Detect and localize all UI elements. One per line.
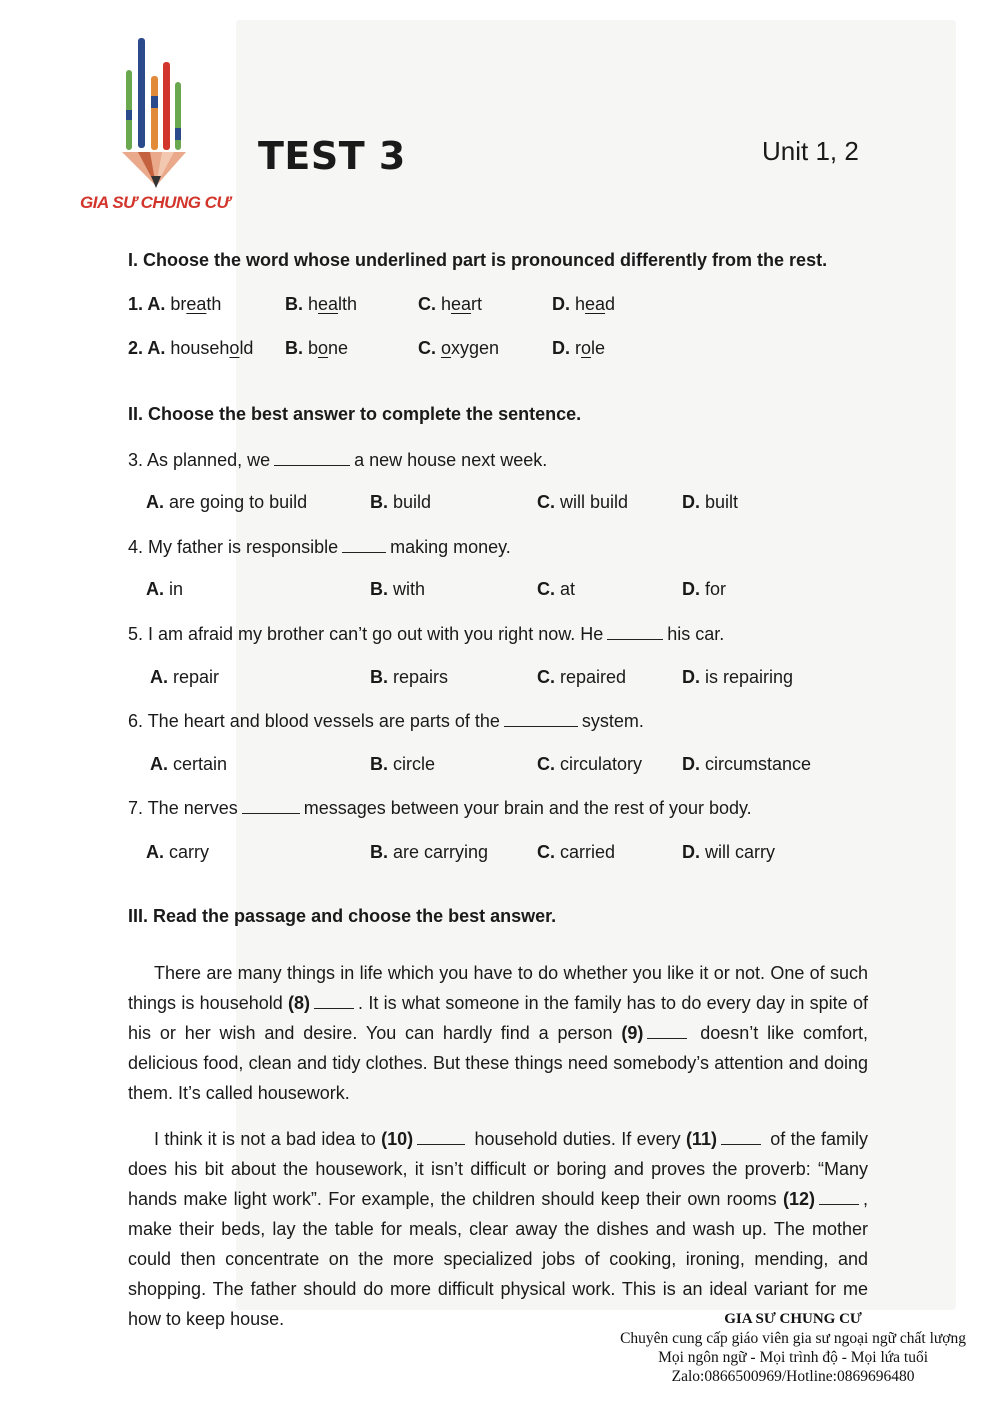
q7-option-a[interactable]: A. carry bbox=[146, 842, 210, 862]
q1-option-c[interactable]: C. heart bbox=[418, 294, 483, 314]
q4-option-a[interactable]: A. in bbox=[146, 579, 184, 599]
q2-option-c[interactable]: C. oxygen bbox=[418, 338, 500, 358]
blank-number-12: (12) bbox=[782, 1189, 815, 1209]
q5-option-d[interactable]: D. is repairing bbox=[682, 667, 794, 687]
question-5-options bbox=[0, 667, 1000, 693]
q4-option-d[interactable]: D. for bbox=[682, 579, 727, 599]
answer-blank-8[interactable] bbox=[314, 1007, 354, 1009]
q3-option-a[interactable]: A. are going to build bbox=[146, 492, 308, 512]
answer-blank-9[interactable] bbox=[647, 1037, 687, 1039]
q5-option-a[interactable]: A. repair bbox=[150, 667, 220, 687]
q1-option-b[interactable]: B. health bbox=[285, 294, 358, 314]
q2-option-a[interactable]: 2. A. household bbox=[128, 338, 254, 358]
blank-number-9: (9) bbox=[621, 1023, 644, 1043]
q2-option-b[interactable]: B. bone bbox=[285, 338, 349, 358]
section-3-heading: III. Read the passage and choose the best answer. bbox=[128, 906, 557, 926]
question-6-stem: 6. The heart and blood vessels are parts of the system. bbox=[128, 711, 644, 731]
footer-line-1: Chuyên cung cấp giáo viên gia sư ngoại ngữ chất lượng bbox=[620, 1330, 966, 1347]
question-1-row bbox=[0, 294, 1000, 320]
blank-number-11: (11) bbox=[685, 1129, 717, 1149]
footer-brand: GIA SƯ CHUNG CƯ bbox=[724, 1311, 862, 1327]
q5-option-b[interactable]: B. repairs bbox=[370, 667, 449, 687]
answer-blank-11[interactable] bbox=[721, 1143, 761, 1145]
answer-blank[interactable] bbox=[242, 812, 300, 814]
logo-wordmark: GIA SƯ CHUNG CƯ bbox=[80, 193, 230, 212]
unit-label: Unit 1, 2 bbox=[762, 136, 859, 166]
q3-option-b[interactable]: B. build bbox=[370, 492, 432, 512]
blank-number-10: (10) bbox=[381, 1129, 414, 1149]
question-2-row bbox=[0, 338, 1000, 364]
answer-blank[interactable] bbox=[607, 638, 663, 640]
question-3-options bbox=[0, 492, 1000, 518]
question-4-stem: 4. My father is responsible making money. bbox=[128, 537, 511, 557]
answer-blank[interactable] bbox=[342, 551, 386, 553]
question-3-stem: 3. As planned, we a new house next week. bbox=[128, 450, 548, 470]
q6-option-a[interactable]: A. certain bbox=[150, 754, 228, 774]
q5-option-c[interactable]: C. repaired bbox=[537, 667, 627, 687]
answer-blank-12[interactable] bbox=[819, 1203, 859, 1205]
footer-line-2: Mọi ngôn ngữ - Mọi trình độ - Mọi lứa tuổi bbox=[658, 1349, 929, 1366]
blank-number-8: (8) bbox=[288, 993, 311, 1013]
q1-option-a[interactable]: 1. A. breath bbox=[128, 294, 222, 314]
answer-blank-10[interactable] bbox=[417, 1143, 465, 1145]
question-4-options bbox=[0, 579, 1000, 605]
passage-paragraph-1: There are many things in life which you have to do whether you like it or not. One of such things is household (8) . It is what someone in the family has to do every day in spite of his or her wish and desire. You can hardly find a person (9) doesn’t like comfort, delicious food, clean and tidy clothes. But these things need somebody’s attention and doing them. It’s called housework. bbox=[128, 963, 868, 1103]
answer-blank[interactable] bbox=[274, 464, 350, 466]
reading-passage bbox=[128, 958, 868, 1334]
footer-contact bbox=[620, 1310, 966, 1386]
q7-option-b[interactable]: B. are carrying bbox=[370, 842, 489, 862]
question-7-options bbox=[0, 842, 1000, 868]
question-6-options bbox=[0, 754, 1000, 780]
q1-option-d[interactable]: D. head bbox=[552, 294, 616, 314]
q7-option-d[interactable]: D. will carry bbox=[682, 842, 776, 862]
section-2-heading: II. Choose the best answer to complete the sentence. bbox=[128, 404, 582, 424]
q3-option-c[interactable]: C. will build bbox=[537, 492, 629, 512]
answer-blank[interactable] bbox=[504, 725, 578, 727]
q2-option-d[interactable]: D. role bbox=[552, 338, 606, 358]
q6-option-c[interactable]: C. circulatory bbox=[537, 754, 643, 774]
passage-paragraph-2: I think it is not a bad idea to (10) household duties. If every (11) of the family does his bit about the housework, it isn’t difficult or boring and proves the proverb: “Many hands make light work”. For example, the children should keep their own rooms (12) , make their beds, lay the table for meals, clear away the dishes and wash up. The mother could then concentrate on the more specialized jobs of cooking, ironing, mending, and shopping. The father should do more difficult physical work. This is an ideal variant for me how to keep house. bbox=[128, 1129, 869, 1329]
page-title: TEST 3 bbox=[258, 134, 406, 178]
section-1-heading: I. Choose the word whose underlined part is pronounced differently from the rest. bbox=[128, 250, 828, 270]
q4-option-b[interactable]: B. with bbox=[370, 579, 426, 599]
q3-option-d[interactable]: D. built bbox=[682, 492, 739, 512]
question-5-stem: 5. I am afraid my brother can’t go out with you right now. He his car. bbox=[128, 624, 725, 644]
footer-line-3: Zalo:0866500969/Hotline:0869696480 bbox=[671, 1368, 915, 1385]
q4-option-c[interactable]: C. at bbox=[537, 579, 576, 599]
q6-option-b[interactable]: B. circle bbox=[370, 754, 436, 774]
question-7-stem: 7. The nerves messages between your brain and the rest of your body. bbox=[128, 798, 752, 818]
q6-option-d[interactable]: D. circumstance bbox=[682, 754, 812, 774]
q7-option-c[interactable]: C. carried bbox=[537, 842, 616, 862]
